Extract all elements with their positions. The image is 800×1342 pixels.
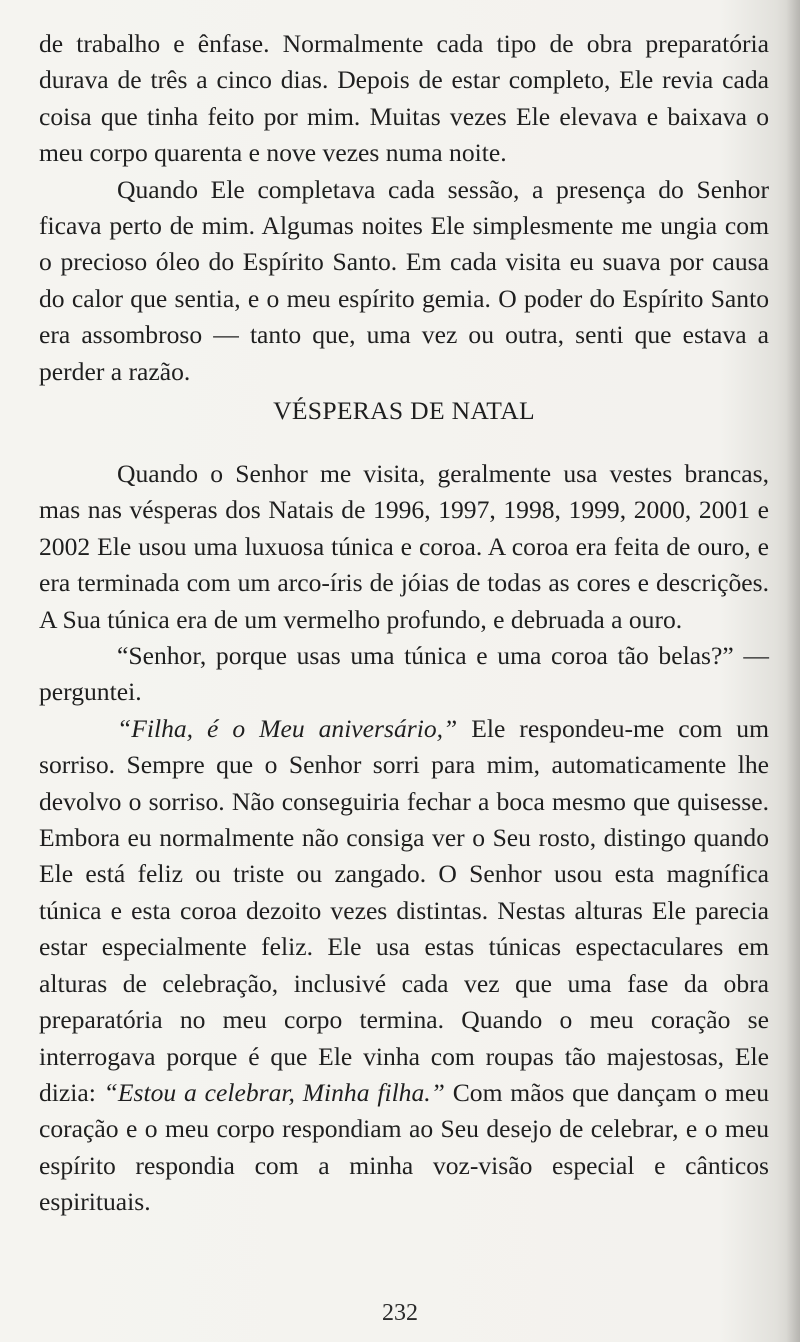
answer-text-2: Com mãos que dançam o meu coração e o meu corpo respondiam ao Seu desejo de celebrar, e o meu espírito respondia com a minha voz-visão especial e cânticos espirituais. (39, 1077, 769, 1217)
text-block-bottom (39, 456, 769, 1221)
text-block-top (39, 26, 769, 390)
paragraph-presence: Quando Ele completava cada sessão, a presença do Senhor ficava perto de mim. Algumas noites Ele simplesmente me ungia com o precioso óleo do Espírito Santo. Em cada visita eu suava por causa do calor que sentia, e o meu espírito gemia. O poder do Espírito Santo era assombroso — tanto que, uma vez ou outra, senti que estava a perder a razão. (39, 174, 769, 386)
quote-birthday: “Filha, é o Meu aniversário,” (117, 713, 458, 743)
paragraph-question: “Senhor, porque usas uma túnica e uma coroa tão belas?” — perguntei. (39, 641, 769, 707)
page-number: 232 (382, 1300, 418, 1326)
section-heading: VÉSPERAS DE NATAL (273, 396, 535, 425)
page-edge-shadow (786, 0, 800, 1342)
paragraph-answer (39, 711, 769, 1221)
paragraph-continuation: de trabalho e ênfase. Normalmente cada tipo de obra preparatória durava de três a cinco dias. Depois de estar completo, Ele revia cada coisa que tinha feito por mim. Muitas vezes Ele elevava e baixava o meu corpo quarenta e nove vezes numa noite. (39, 29, 769, 168)
answer-text-1: Ele respondeu-me com um sorriso. Sempre que o Senhor sorri para mim, automaticamente lhe devolvo o sorriso. Não conseguiria fechar a boca mesmo que quisesse. Embora eu normalmente não consiga ver o Seu rosto, distingo quando Ele está feliz ou triste ou zangado. O Senhor usou esta magnífica túnica e esta coroa dezoito vezes distintas. Nestas alturas Ele parecia estar especialmente feliz. Ele usa estas túnicas espectaculares em alturas de celebração, inclusivé cada vez que uma fase da obra preparatória no meu corpo termina. Quando o meu coração se interrogava porque é que Ele vinha com roupas tão majestosas, Ele dizia: (39, 713, 769, 1107)
quote-celebrate: “Estou a celebrar, Minha filha.” (103, 1077, 445, 1107)
paragraph-natal: Quando o Senhor me visita, geralmente usa vestes brancas, mas nas vésperas dos Natais de 1996, 1997, 1998, 1999, 2000, 2001 e 2002 Ele usou uma luxuosa túnica e coroa. A coroa era feita de ouro, e era terminada com um arco-íris de jóias de todas as cores e descrições. A Sua túnica era de um vermelho profundo, e debruada a ouro. (39, 459, 769, 634)
